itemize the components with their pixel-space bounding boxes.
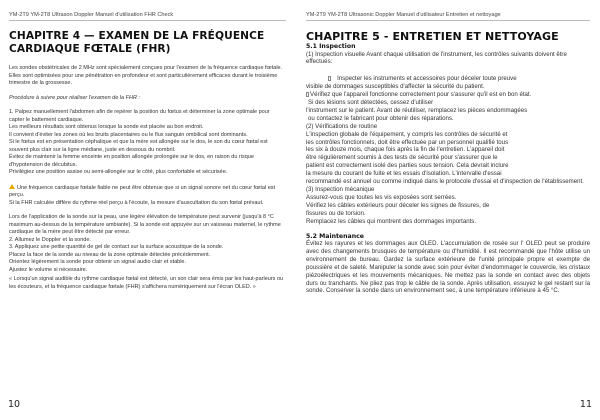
inspection-body	[306, 51, 590, 226]
step-3: 3. Appliquez une petite quantité de gel de contact sur la surface acoustique de la sonde.	[9, 244, 224, 250]
step-1-line: Si le fœtus est en présentation céphalique et que la mère est allongée sur le dos, le son du cœur fœtal est souvent plus clair sur la ligne médiane, juste en dessous du nombril.	[9, 139, 268, 153]
inspection-line: ou contactez le fabricant pour obtenir des réparations.	[308, 114, 454, 122]
inspection-line: Vérifiez que l'appareil fonctionne correctement pour s'assurer qu'il est en bon état.	[306, 91, 590, 99]
routine-line: les contrôles fonctionnels, doit être effectuée par un personnel qualifié tous	[306, 138, 509, 146]
routine-line: être régulièrement soumis à des tests de sécurité pour s'assurer que le	[306, 154, 498, 162]
application-paragraph: Lors de l'application de la sonde sur la peau, une légère élévation de température peut survenir (jusqu'à 8 °C maximum au-dessus de la température ambiante). Si la sonde est appuyée sur un vaisseau maternel, le rythme cardiaque de la mère peut être détecté par erreur.	[9, 214, 281, 235]
bullet-icon	[306, 92, 309, 97]
mechanical-line: Remplacez les câbles qui montrent des dommages importants.	[306, 217, 477, 225]
running-header: YM-2T9 YM-2T8 Ultrason Doppler Manuel d'utilisation FHR Check	[9, 0, 286, 21]
routine-title: (2) Vérifications de routine	[306, 122, 378, 130]
section-title-maintenance: 5.2 Maintenance	[306, 232, 364, 240]
chapter-title: CHAPITRE 5 - ENTRETIEN ET NETTOYAGE	[306, 30, 559, 43]
routine-line: la mesure du courant de fuite et les essais d'isolation. L'intervalle d'essai	[306, 170, 502, 178]
step-3-line: Orientez légèrement la sonde pour obtenir un signal audio clair et stable.	[9, 259, 187, 265]
inspection-line: Si des lésions sont détectées, cessez d'utiliser	[308, 99, 434, 107]
routine-line: les six à douze mois, chaque fois après la fin de l'entretien. L'appareil doit	[306, 146, 505, 154]
bullet-icon	[328, 76, 331, 81]
step-1-line: Les meilleurs résultats sont obtenus lorsque la sonde est placée au bon endroit.	[9, 124, 204, 130]
maintenance-paragraph: Évitez les rayures et les dommages aux OLED. L'accumulation de rosée sur l' OLED peut se produire avec des changements brusques de température ou d'humidité. Il est recommandé que l'hôte utilise un environnement de bureau. Gardez la surface extérieure de l'unité principale propre et exempte de poussière et de saleté. Manipuler la sonde avec soin pour éviter d'endommager le couvercle, les cristaux piézoélectriques et les mouvements mécaniques. Ne mettez pas la sonde en contact avec des objets durs ou tranchants. Ne pliez pas trop le câble de la sonde. Après utilisation, essuyez le gel restant sur la sonde. Conserver la sonde dans un environnement sec, à une température inférieure à 45 °C.	[306, 240, 590, 295]
inspection-line: l'instrument sur le patient. Avant de réutiliser, remplacez les pièces endommagées	[306, 106, 528, 114]
step-1-line: Privilégiez une position assise ou semi-allongée sur le côté, plus confortable et sécurisée.	[9, 169, 228, 175]
section-title-inspection: 5.1 Inspection	[306, 43, 356, 50]
warning-icon	[9, 184, 15, 189]
procedure-title: Procédure à suivre pour réaliser l'examen de la FHR :	[9, 94, 140, 101]
step-1-line: Évitez de maintenir la femme enceinte en position allongée prolongée sur le dos, en raison du risque d'hypotension de décubitus.	[9, 154, 254, 168]
routine-tail: recommandé est annuel ou comme indiqué dans le protocole d'essai et d'inspection de l'établissement.	[306, 178, 584, 186]
warning-line	[9, 184, 286, 200]
inspection-line: visible de dommages susceptibles d'affecter la sécurité du patient.	[306, 83, 485, 91]
mechanical-title: (3) Inspection mécanique	[306, 186, 375, 193]
running-header: YM-2T9 YM-2T8 Ultrasonic Doppler Manuel d'utilisateur Entretien et nettoyage	[306, 0, 590, 21]
page-number: 10	[8, 399, 21, 410]
warning-text: Une fréquence cardiaque fœtale fiable ne peut être obtenue que si un signal sonore net du cœur fœtal est perçu.	[9, 184, 276, 198]
intro-paragraph: Les sondes obstétricales de 2 MHz sont spécialement conçues pour l'examen de la fréquence cardiaque fœtale. Elles sont optimisées pour une pénétration en profondeur et sont particulièrement efficaces durant le troisième trimestre de la grossesse.	[9, 65, 283, 86]
warning-line: Si la FHR calculée diffère du rythme réel perçu à l'écoute, la mesure d'auscultation du son fœtal prévaut.	[9, 199, 264, 206]
mechanical-line: Vérifiez les câbles extérieurs pour déceler les signes de fissures, de	[306, 201, 490, 209]
visual-inspection-paragraph: (1) Inspection visuelle Avant chaque utilisation de l'instrument, les contrôles suivants doivent être effectués:	[306, 50, 567, 66]
page-number: 11	[579, 399, 592, 410]
step-2: 2. Allumez le Doppler et la sonde.	[9, 236, 91, 243]
mechanical-line: Assurez-vous que toutes les vis exposées sont serrées.	[306, 193, 457, 201]
quote-paragraph: « Lorsqu'un signal audible du rythme cardiaque fœtal est détecté, un son clair sera émis par les haut-parleurs ou les écouteurs, et la fréquence cardiaque fœtale (FHR) s'affichera numériquement sur l'écran OLED. »	[9, 276, 284, 290]
chapter-title: CHAPITRE 4 — EXAMEN DE LA FRÉQUENCE CARDIAQUE FŒTALE (FHR)	[9, 30, 265, 55]
right-page	[300, 0, 600, 420]
mechanical-line: fissures ou de torsion.	[306, 209, 366, 217]
step-3-line: Ajustez le volume si nécessaire.	[9, 266, 88, 273]
step-1-line: Il convient d'éviter les zones où les bruits placentaires ou le flux sanguin ombilical sont dominants.	[9, 131, 248, 138]
routine-line: patient est correctement isolé des parties sous tension. Cela devrait inclure	[306, 162, 509, 170]
step-3-line: Placez la face de la sonde au niveau de la zone optimale détectée précédemment.	[9, 251, 211, 258]
chapter-body	[9, 65, 286, 291]
inspection-line: Inspecter les instruments et accessoires pour déceler toute preuve	[306, 75, 590, 83]
maintenance-body	[306, 240, 590, 295]
step-1-line: 1. Palpez manuellement l'abdomen afin de repérer la position du fœtus et déterminer la zone optimale pour capter le battement cardiaque.	[9, 109, 270, 123]
routine-line: L'inspection globale de l'équipement, y compris les contrôles de sécurité et	[306, 130, 508, 138]
